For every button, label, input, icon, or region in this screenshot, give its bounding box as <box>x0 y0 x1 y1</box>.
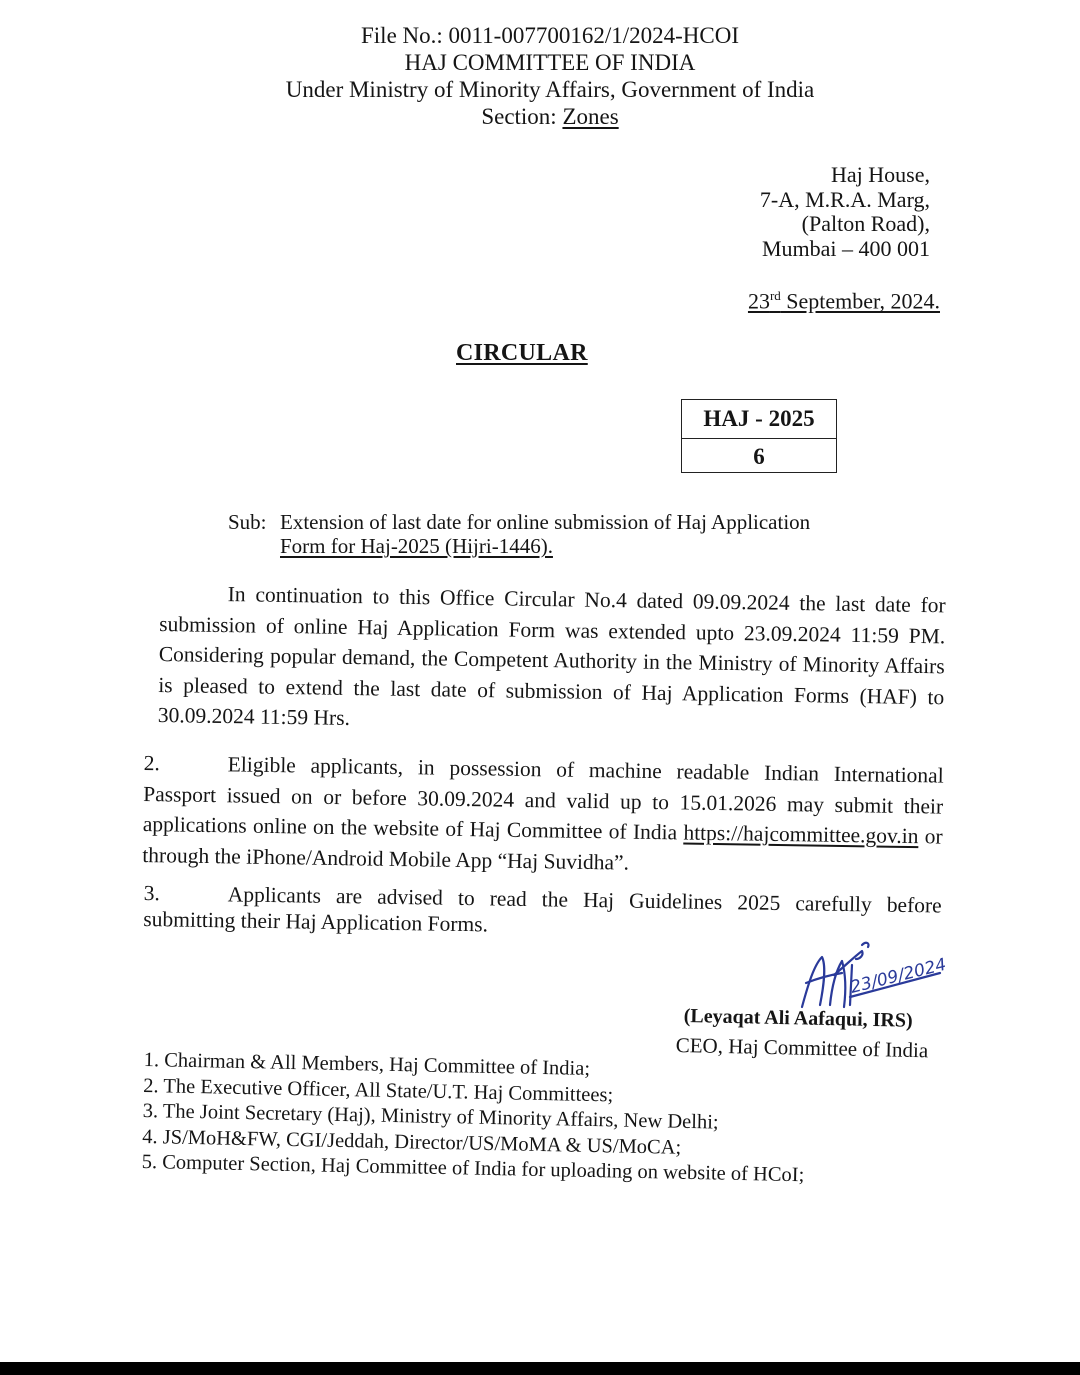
handwritten-signature <box>790 935 960 1015</box>
list-item: 1. Chairman & All Members, Haj Committee of India; <box>143 1048 591 1080</box>
subject-label: Sub: <box>228 510 267 534</box>
paragraph-1: In continuation to this Office Circular No.4 dated 09.09.2024 the last date for submission of online Haj Application Form was extended upto 23.09.2024 11:59 PM. Considering popular demand, the Competent Authority in the Ministry of Minority Affairs is pleased to extend the last date of submission of Haj Application Forms (HAF) to 30.09.2024 11:59 Hrs. <box>157 582 946 730</box>
reference-number: 6 <box>753 444 765 469</box>
paragraph-2: 2. Eligible applicants, in possession of machine readable Indian International Passport issued on or before 30.09.2024 and valid up to 15.01.2026 may submit their applications online on the website of Haj Committee of India https://hajcommittee.gov.in or through the iPhone/Android Mobile App “Haj Suvidha”. <box>142 750 944 875</box>
circular-date: 23rd September, 2024. <box>747 288 940 314</box>
list-item: 4. JS/MoH&FW, CGI/Jeddah, Director/US/MoMA & US/MoCA; <box>142 1125 682 1159</box>
reference-label: HAJ - 2025 <box>682 400 836 439</box>
signatory-name: (Leyaqat Ali Aafaqui, IRS) <box>683 1005 913 1032</box>
list-item: 5. Computer Section, Haj Committee of India for uploading on website of HCoI; <box>141 1150 805 1187</box>
signature-date: 23/09/2024 <box>848 954 949 998</box>
office-address: Haj House, 7-A, M.R.A. Marg, (Palton Road), Mumbai – 400 001 <box>759 162 930 261</box>
website-link[interactable]: https://hajcommittee.gov.in <box>683 820 919 849</box>
list-item: 3. The Joint Secretary (Haj), Ministry of Minority Affairs, New Delhi; <box>142 1099 719 1134</box>
file-number: File No.: 0011-007700162/1/2024-HCOI <box>361 23 739 48</box>
letterhead <box>0 22 1080 130</box>
organization-name: HAJ COMMITTEE OF INDIA <box>404 50 696 75</box>
list-item: 2. The Executive Officer, All State/U.T. Haj Committees; <box>143 1074 614 1106</box>
section-value: Zones <box>562 104 619 129</box>
distribution-list <box>141 1048 806 1189</box>
section-line: Section: Zones <box>481 104 619 129</box>
ministry-line: Under Ministry of Minority Affairs, Government of India <box>285 77 815 102</box>
circular-document: File No.: 0011-007700162/1/2024-HCOI HAJ COMMITTEE OF INDIA Under Ministry of Minority Affairs, Government of India Section: Zones Haj House, 7-A, M.R.A. Marg, (Palton Road), Mumbai – 400 001 23rd September, 2024. CIRCULAR HAJ - 2025 6 Sub: Extension of last date for online submission of Haj Application Form for Haj-2025 (Hijri-1446). In continuation to this Office Circular No.4 dated 09.09.2024 the last date for submission of online Haj Application Form was extended upto 23.09.2024 11:59 PM. Considering popular demand, the Competent Authority in the Ministry of Minority Affairs is pleased to extend the last date of submission of Haj Application Forms (HAF) to 30.09.2024 11:59 Hrs. 2. Eligible applicants, in possession of machine readable Indian International Passport issued on or before 30.09.2024 and valid up to 15.01.2026 may submit their applications online on the website of Haj Committee of India https://hajcommittee.gov.in or through the iPhone/Android Mobile App “Haj Suvidha”. 3. Applicants are advised to read the Haj Guidelines 2025 carefully before submitting their Haj Application Forms. 23/09/2024 (Leyaqat Ali Aafaqui, IRS) CEO, Haj Committee of India 1. Chairman & All Members, Haj Committee of India; 2. The Executive Officer, All State/U.T. Haj Committees; 3. The Joint Secretary (Haj), Ministry of Minority Affairs, New Delhi; 4. JS/MoH&FW, CGI/Jeddah, Director/US/MoMA & US/MoCA; 5. Computer Section, Haj Committee of India for uploading on website of HCoI; <box>0 0 1080 1375</box>
bottom-black-bar <box>0 1362 1080 1375</box>
paragraph-3: 3. Applicants are advised to read the Haj Guidelines 2025 carefully before submitting their Haj Application Forms. <box>143 880 942 937</box>
document-title: CIRCULAR <box>456 340 588 366</box>
reference-box <box>681 399 837 473</box>
signatory-designation: CEO, Haj Committee of India <box>675 1033 929 1063</box>
